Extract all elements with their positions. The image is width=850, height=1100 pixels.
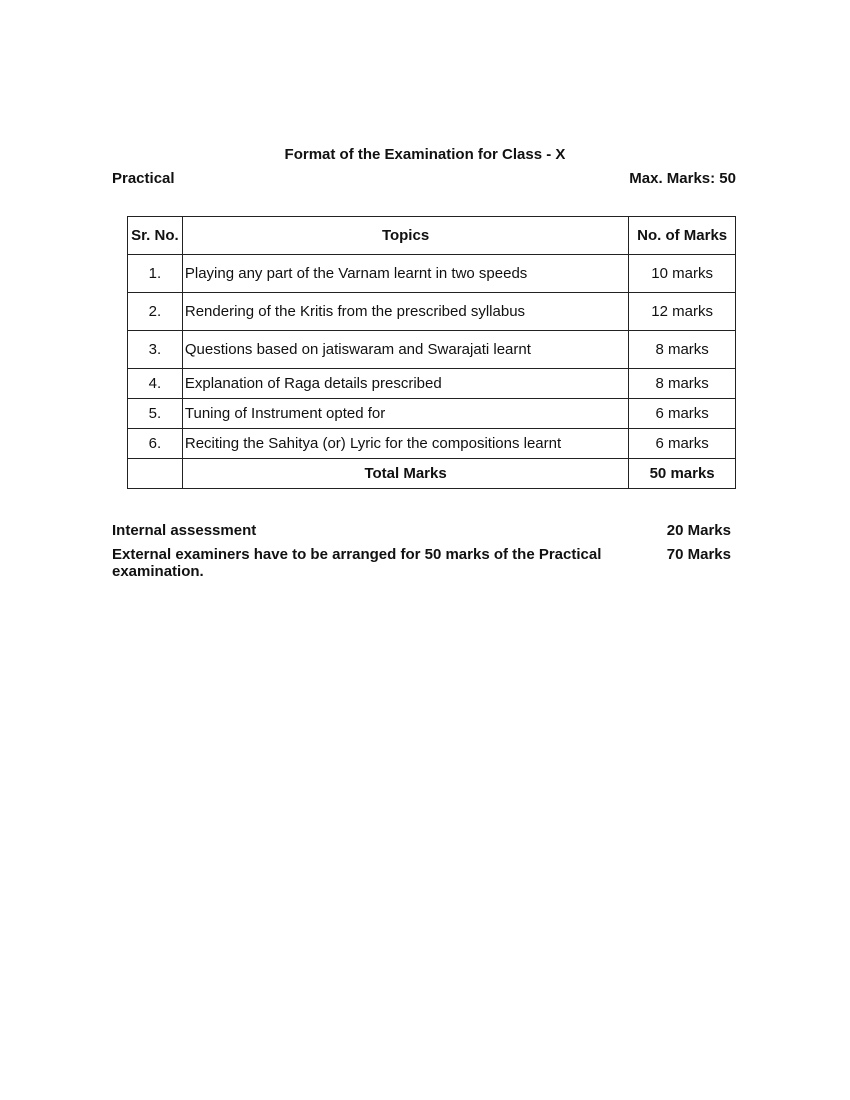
row-topic: Reciting the Sahitya (or) Lyric for the compositions learnt <box>182 429 628 459</box>
table-row <box>128 429 736 459</box>
marks-table <box>127 216 736 489</box>
section-label: Practical <box>112 170 175 187</box>
max-marks: Max. Marks: 50 <box>629 170 736 187</box>
table-row <box>128 369 736 399</box>
table-row <box>128 331 736 369</box>
row-marks: 8 marks <box>629 369 736 399</box>
row-marks: 8 marks <box>629 331 736 369</box>
internal-assessment-value: 20 Marks <box>666 522 731 539</box>
header-sr-no: Sr. No. <box>128 217 183 255</box>
row-marks: 6 marks <box>629 399 736 429</box>
external-examiners-label: External examiners have to be arranged for 50 marks of the Practical examination. <box>112 546 602 580</box>
row-topic: Playing any part of the Varnam learnt in two speeds <box>182 255 628 293</box>
row-sr: 3. <box>128 331 183 369</box>
row-topic: Tuning of Instrument opted for <box>182 399 628 429</box>
row-marks: 12 marks <box>629 293 736 331</box>
table-row <box>128 293 736 331</box>
total-sr-empty <box>128 459 183 489</box>
row-marks: 10 marks <box>629 255 736 293</box>
row-sr: 6. <box>128 429 183 459</box>
page-title: Format of the Examination for Class - X <box>284 146 566 163</box>
total-marks: 50 marks <box>629 459 736 489</box>
row-topic: Explanation of Raga details prescribed <box>182 369 628 399</box>
row-sr: 1. <box>128 255 183 293</box>
table-header-row <box>128 217 736 255</box>
row-sr: 5. <box>128 399 183 429</box>
row-sr: 4. <box>128 369 183 399</box>
external-examiners-value: 70 Marks <box>666 546 731 563</box>
total-label: Total Marks <box>182 459 628 489</box>
table-row <box>128 399 736 429</box>
header-topics: Topics <box>182 217 628 255</box>
table-row <box>128 255 736 293</box>
row-topic: Rendering of the Kritis from the prescribed syllabus <box>182 293 628 331</box>
total-row <box>128 459 736 489</box>
header-marks: No. of Marks <box>629 217 736 255</box>
row-marks: 6 marks <box>629 429 736 459</box>
row-sr: 2. <box>128 293 183 331</box>
row-topic: Questions based on jatiswaram and Swarajati learnt <box>182 331 628 369</box>
internal-assessment-label: Internal assessment <box>112 522 257 539</box>
